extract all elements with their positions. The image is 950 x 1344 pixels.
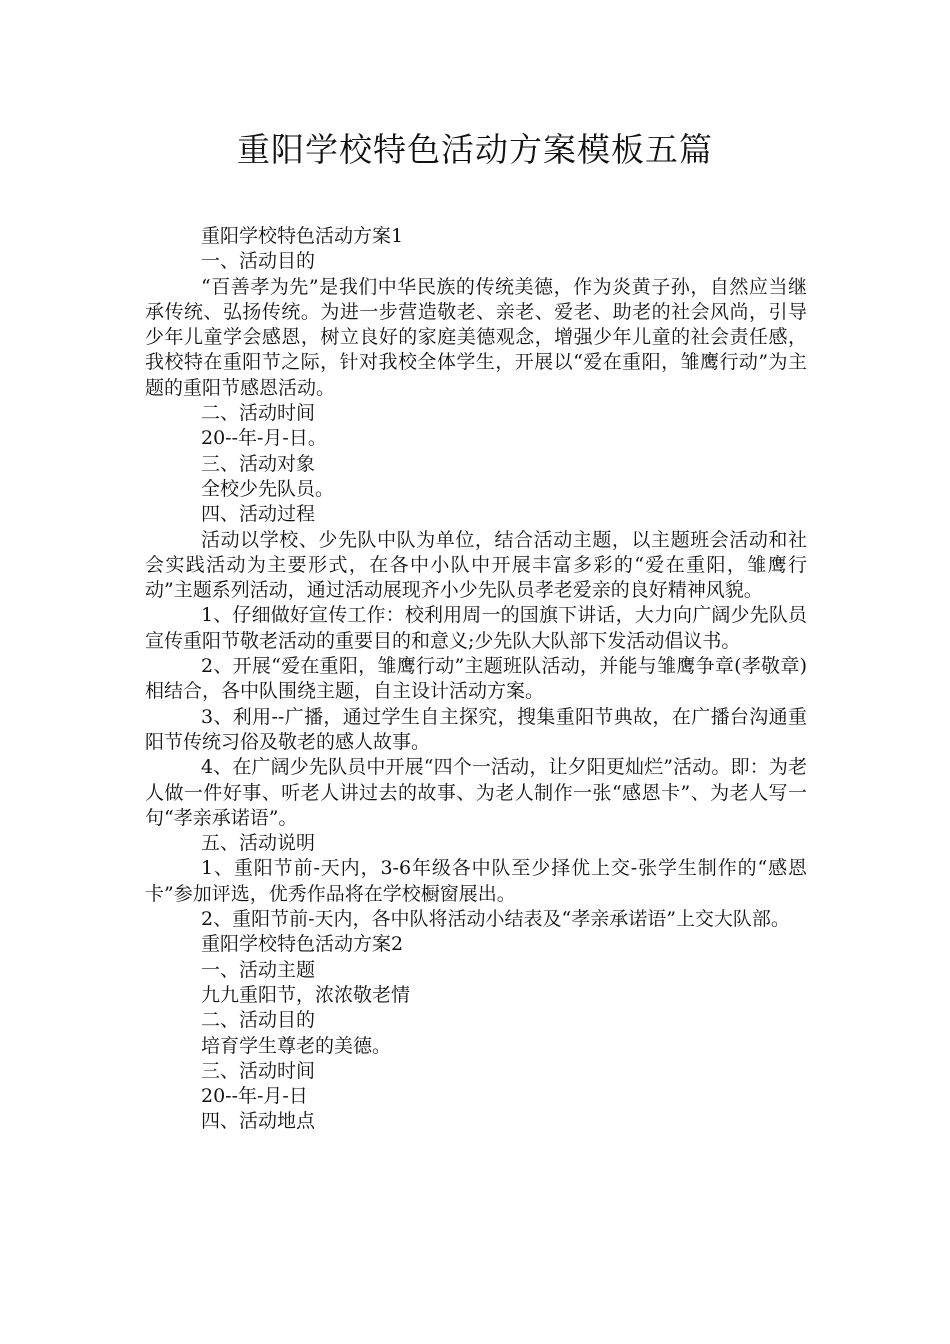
list-item: 2、重阳节前-天内，各中队将活动小结表及“孝亲承诺语”上交大队部。	[201, 908, 790, 931]
paragraph: “百善孝为先”是我们中华民族的传统美德，作为炎黄子孙，自然应当继承传统、弘扬传统。为进一步营造敬老、亲老、爱老、助老的社会风尚，引导少年儿童学会感恩，树立良好的家庭美德观念，增强少年儿童的社会责任感，我校特在重阳节之际，针对我校全体学生，开展以“爱在重阳，雏鹰行动”为主题的重阳节感恩活动。	[145, 275, 807, 399]
section-heading: 重阳学校特色活动方案2	[201, 933, 404, 956]
subheading: 一、活动主题	[201, 958, 316, 981]
list-item: 1、重阳节前-天内，3-6年级各中队至少择优上交-张学生制作的“感恩卡”参加评选，优秀作品将在学校橱窗展出。	[145, 857, 807, 905]
subheading: 二、活动时间	[201, 402, 316, 425]
paragraph: 20--年-月-日。	[201, 427, 327, 450]
paragraph: 20--年-月-日	[201, 1085, 308, 1108]
list-item: 1、仔细做好宣传工作：校利用周一的国旗下讲话，大力向广阔少先队员宣传重阳节敬老活动的重要目的和意义;少先队大队部下发活动倡议书。	[145, 604, 807, 652]
subheading: 五、活动说明	[201, 832, 316, 855]
subheading: 一、活动目的	[201, 250, 316, 273]
paragraph: 九九重阳节，浓浓敬老情	[201, 983, 411, 1006]
subheading: 三、活动时间	[201, 1059, 316, 1082]
paragraph: 培育学生尊老的美德。	[201, 1034, 392, 1057]
section-heading: 重阳学校特色活动方案1	[201, 225, 404, 247]
subheading: 二、活动目的	[201, 1009, 316, 1032]
subheading: 四、活动过程	[201, 503, 316, 526]
document-body	[145, 224, 807, 1135]
paragraph: 活动以学校、少先队中队为单位，结合活动主题，以主题班会活动和社会实践活动为主要形式，在各中小队中开展丰富多彩的“爱在重阳，雏鹰行动”主题系列活动，通过活动展现齐小少先队员孝老爱亲的良好精神风貌。	[145, 528, 807, 602]
subheading: 三、活动对象	[201, 452, 316, 475]
paragraph: 全校少先队员。	[201, 477, 335, 500]
document-title: 重阳学校特色活动方案模板五篇	[237, 130, 713, 169]
list-item: 4、在广阔少先队员中开展“四个一活动，让夕阳更灿烂”活动。即：为老人做一件好事、听老人讲过去的故事、为老人制作一张“感恩卡”、为老人写一句“孝亲承诺语”。	[145, 756, 807, 829]
subheading: 四、活动地点	[201, 1110, 316, 1133]
list-item: 2、开展“爱在重阳，雏鹰行动”主题班队活动，并能与雏鹰争章(孝敬章)相结合，各中队围绕主题，自主设计活动方案。	[145, 655, 807, 703]
list-item: 3、利用--广播，通过学生自主探究，搜集重阳节典故，在广播台沟通重阳节传统习俗及敬老的感人故事。	[145, 705, 807, 753]
